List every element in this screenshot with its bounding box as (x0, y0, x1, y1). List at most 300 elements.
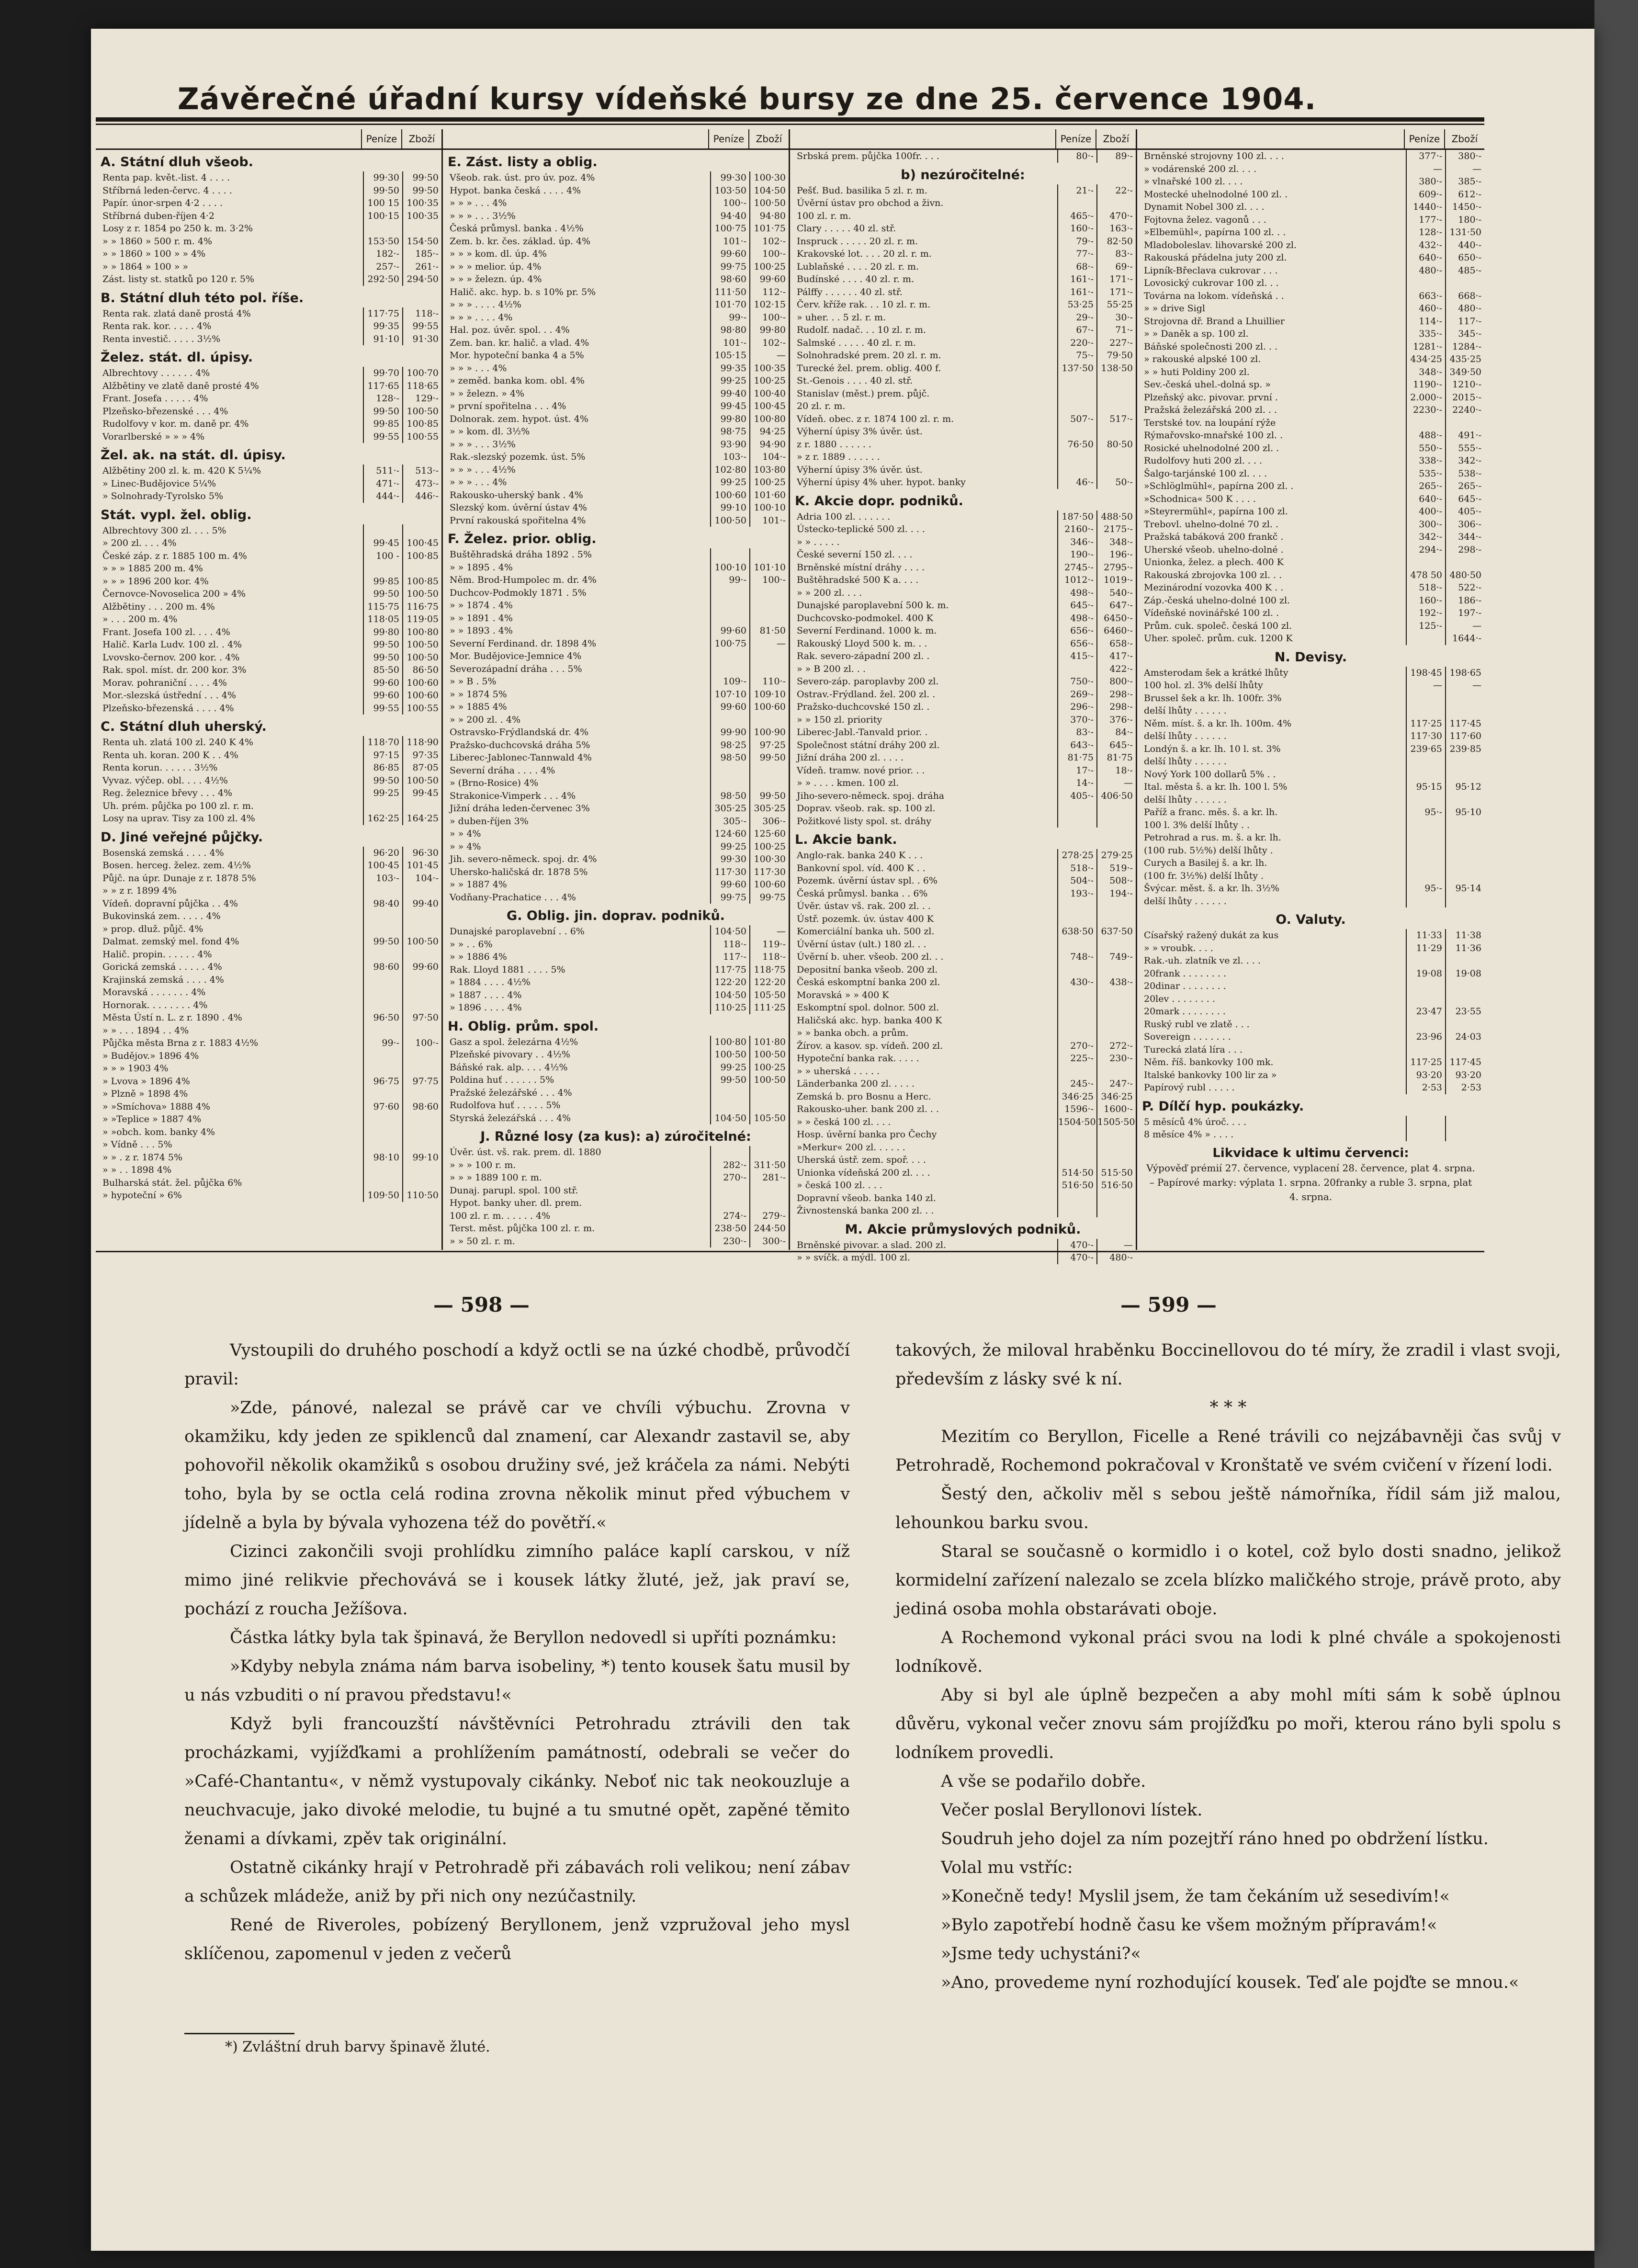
rate-name: Halič. propin. . . . . . 4% (102, 949, 212, 960)
rate-row (790, 925, 1136, 938)
rate-row (790, 637, 1136, 650)
rate-name: Anglo-rak. banka 240 K . . . (797, 850, 923, 861)
rate-buy (1057, 1027, 1096, 1040)
rate-row (96, 477, 441, 490)
rate-name: Továrna na lokom. vídeňská . . (1144, 290, 1284, 301)
rate-name: Doprav. všeob. rak. sp. 100 zl. (797, 803, 936, 814)
rate-name: Všeob. rak. úst. pro úv. poz. 4% (450, 172, 595, 183)
rate-row (790, 1154, 1136, 1167)
rate-row (443, 938, 789, 951)
rate-row (96, 1189, 441, 1202)
rate-row (790, 862, 1136, 875)
rate-buy: 296·- (1057, 701, 1096, 714)
column-header-sell: Zboží (1096, 129, 1136, 148)
section-title: H. Oblig. prům. spol. (448, 1019, 599, 1034)
rate-sell: 311·50 (749, 1159, 789, 1172)
rate-name: 20frank . . . . . . . . (1144, 968, 1227, 979)
rate-sell: 438·- (1096, 976, 1136, 989)
column-header (443, 129, 789, 150)
rate-buy (1057, 400, 1096, 413)
rate-row (1137, 1031, 1484, 1043)
rate-buy (1057, 374, 1096, 387)
rate-buy: 335·- (1406, 328, 1445, 340)
rate-buy: 370·- (1057, 714, 1096, 726)
rate-row (790, 764, 1136, 777)
rate-buy: 348·- (1406, 366, 1445, 379)
rate-buy (710, 599, 749, 612)
rate-name: Česká průmysl. banka . 4½% (450, 223, 584, 234)
rate-row (96, 638, 441, 651)
rate-row (443, 777, 789, 790)
rate-buy (363, 1177, 402, 1190)
section-title: P. Dílčí hyp. poukázky. (1142, 1099, 1304, 1114)
column-header-sell: Zboží (748, 129, 789, 148)
rate-buy: 115·75 (363, 601, 402, 613)
rate-sell: 100·50 (402, 405, 441, 418)
rate-sell: 109·10 (749, 688, 789, 701)
rate-buy: 153·50 (363, 235, 402, 248)
rate-name: Ruský rubl ve zlatě . . . (1144, 1019, 1250, 1030)
section-title: E. Zást. listy a oblig. (448, 155, 598, 170)
rate-name: » » 1885 4% (450, 702, 507, 712)
rate-row (1137, 1128, 1484, 1141)
rate-buy: 430·- (1057, 976, 1096, 989)
rate-row (1137, 188, 1484, 201)
rate-sell: 480·- (1445, 302, 1484, 315)
rate-name: (100 rub. 5½%) delší lhůty . (1144, 845, 1273, 856)
rate-row (1137, 781, 1484, 794)
rate-buy: 98·50 (710, 790, 749, 803)
rate-buy: 99·60 (710, 701, 749, 714)
rate-sell: 100·10 (749, 501, 789, 514)
rate-name: » » z r. 1899 4% (102, 885, 177, 896)
rate-buy (1406, 870, 1445, 883)
rate-row (1137, 1005, 1484, 1018)
rate-sell (1096, 1065, 1136, 1078)
rate-sell: 637·50 (1096, 925, 1136, 938)
rate-name: » » 1860 » 100 » » 4% (102, 249, 206, 259)
rate-name: Uhersko-haličská dr. 1878 5% (450, 866, 588, 877)
rate-row (96, 537, 441, 550)
rate-sell: 101·60 (749, 489, 789, 502)
paragraph: Ostatně cikánky hrají v Petrohradě při zábavách roli velikou; není zábav a schůzek mládeže, aniž by při nich ony nezúčastnily. (184, 1858, 850, 1906)
rate-name: Ostravsko-Frýdlandská dr. 4% (450, 727, 589, 737)
rate-name: Losy na uprav. Tisy za 100 zl. 4% (102, 813, 255, 824)
rate-buy (1406, 844, 1445, 857)
rate-row (96, 847, 441, 860)
rate-name: » »Teplice » 1887 4% (102, 1114, 202, 1124)
rate-sell: 11·36 (1445, 942, 1484, 955)
rate-sell: 480·50 (1445, 569, 1484, 582)
rate-name: Sovereign . . . . . . . (1144, 1032, 1231, 1042)
rate-buy: 193·- (1057, 887, 1096, 900)
rate-name: Uher. společ. prům. cuk. 1200 K (1144, 633, 1293, 644)
rate-name: Rak.-slezský pozemk. úst. 5% (450, 452, 586, 462)
rate-name: Rak. severo-západní 200 zl. . (797, 651, 930, 661)
rate-row (1137, 831, 1484, 844)
rate-row (790, 1027, 1136, 1040)
rate-name: Rosické uhelnodolné 200 zl. . (1144, 442, 1279, 454)
rate-name: » » » kom. dl. úp. 4% (450, 249, 547, 259)
rate-name: Zást. listy st. statků po 120 r. 5% (102, 274, 255, 284)
settlement-note-line: Výpověď prémií 27. července, vyplacení 28. července, plat 4. srpna. (1146, 1162, 1475, 1174)
rate-buy: 245·- (1057, 1077, 1096, 1090)
rate-buy: 1281·- (1406, 340, 1445, 353)
rate-row (443, 878, 789, 891)
rate-row (1137, 692, 1484, 705)
rate-row (1137, 226, 1484, 239)
rate-row (1137, 743, 1484, 756)
rate-row (1137, 366, 1484, 379)
rate-sell (1096, 938, 1136, 951)
rate-name: Lublaňské . . . . 20 zl. r. m. (797, 261, 919, 272)
rate-sell: 94·25 (749, 425, 789, 438)
rate-sell: 239·85 (1445, 743, 1484, 756)
rate-buy (710, 612, 749, 625)
rate-buy: 79·- (1057, 235, 1096, 248)
rate-buy: 160·- (1057, 222, 1096, 235)
rate-buy: 498·- (1057, 587, 1096, 600)
title-rule-thin (96, 124, 1484, 125)
rate-row (96, 222, 441, 235)
rate-sell (1445, 277, 1484, 290)
rate-row (443, 1159, 789, 1172)
rate-name: St.-Genois . . . . 40 zl. stř. (797, 375, 913, 386)
rate-name: Nový York 100 dollarů 5% . . (1144, 769, 1276, 780)
rate-name: Londýn š. a kr. lh. 10 l. st. 3% (1144, 743, 1281, 754)
rate-buy: 105·15 (710, 349, 749, 362)
rate-buy: 415·- (1057, 650, 1096, 663)
rate-name: » » » . . . . 4½% (450, 299, 521, 310)
rate-buy (363, 800, 402, 813)
section-title: C. Státní dluh uherský. (101, 719, 267, 734)
rate-buy (363, 885, 402, 897)
rate-name: Plzeňský akc. pivovar. první . (1144, 392, 1278, 403)
rate-buy: 99·85 (363, 575, 402, 588)
rate-row (443, 1235, 789, 1248)
rate-name: Italské bankovky 100 lir za » (1144, 1069, 1277, 1080)
rate-name: Zem. ban. kr. halič. a vlad. 4% (450, 337, 589, 348)
rate-sell: 118·75 (749, 964, 789, 976)
rate-buy: 346·- (1057, 536, 1096, 549)
column-header-sell: Zboží (401, 129, 441, 148)
section-title: Stát. vypl. žel. oblig. (101, 507, 252, 522)
rate-row (443, 1048, 789, 1061)
rate-sell: 101·10 (749, 561, 789, 574)
rate-row (1137, 404, 1484, 417)
rate-row (1137, 239, 1484, 252)
rate-name: » » B . 5% (450, 676, 497, 687)
rate-sell: 86·50 (402, 664, 441, 677)
rate-name: Dalmat. zemský mel. fond 4% (102, 936, 239, 947)
rate-buy (1057, 989, 1096, 1002)
rate-sell: 125·60 (749, 828, 789, 840)
rate-name: Gorická zemská . . . . . 4% (102, 962, 222, 972)
rate-buy (363, 999, 402, 1012)
rate-name: Uherská ústř. zem. spoř. . . . (797, 1155, 926, 1165)
rate-sell: 446·- (402, 490, 441, 503)
rate-buy (1406, 692, 1445, 705)
rate-buy (363, 974, 402, 987)
rate-name: Hypot. banky uher. dl. prem. (450, 1198, 582, 1208)
rate-sell: 2240·- (1445, 404, 1484, 417)
rate-row (443, 675, 789, 688)
rate-buy: 161·- (1057, 273, 1096, 286)
rate-name: Poldina huť . . . . . . 5% (450, 1075, 554, 1085)
rate-name: » » 4% (450, 841, 481, 852)
rate-row (443, 1112, 789, 1125)
rate-name: » » 1860 » 500 r. m. 4% (102, 236, 213, 247)
rate-name: » hypoteční » 6% (102, 1190, 182, 1201)
rate-buy (363, 1062, 402, 1075)
rate-name: Česká eskomptní banka 200 zl. (797, 977, 940, 987)
rate-sell (402, 885, 441, 897)
rate-buy: 99·90 (710, 726, 749, 739)
rate-name: Rakouský Lloyd 500 k. m. . . (797, 638, 927, 649)
rate-row (96, 1024, 441, 1037)
rate-name: Císařský ražený dukát za kus (1144, 930, 1279, 941)
rate-sell: 422·- (1096, 663, 1136, 676)
rate-buy: 117·75 (710, 964, 749, 976)
rate-sell: 555·- (1445, 442, 1484, 455)
rate-row (96, 974, 441, 987)
rate-name: » » svíčk. a mýdl. 100 zl. (797, 1252, 910, 1263)
rate-sell: 99·55 (402, 320, 441, 333)
rate-buy: 67·- (1057, 324, 1096, 337)
paragraph: »Bylo zapotřebí hodně času ke všem možným přípravám!« (941, 1916, 1437, 1935)
rate-name: Rudolfova huť . . . . . 5% (450, 1100, 561, 1111)
rate-row (790, 612, 1136, 625)
rate-sell: 300·- (749, 1235, 789, 1248)
rates-column-1 (96, 129, 443, 1250)
rate-row (96, 320, 441, 333)
rate-buy (1057, 1001, 1096, 1014)
rate-row (790, 438, 1136, 451)
rate-row (790, 451, 1136, 464)
rate-sell: 171·- (1096, 273, 1136, 286)
rate-buy (363, 1088, 402, 1100)
rate-row (790, 1040, 1136, 1053)
rate-buy: 99·60 (710, 624, 749, 637)
rate-sell: 101·80 (749, 1036, 789, 1049)
rate-buy: 95·- (1406, 806, 1445, 819)
rate-buy: 99·25 (710, 374, 749, 387)
rate-row (1137, 454, 1484, 467)
section-title: b) nezúročitelné: (901, 167, 1025, 182)
rate-sell (749, 1197, 789, 1210)
rate-name: » »Smíchova» 1888 4% (102, 1101, 210, 1112)
rate-row (443, 438, 789, 451)
rate-sell (402, 1138, 441, 1151)
rate-row (443, 413, 789, 426)
rate-name: Duchcov-Podmokly 1871 . 5% (450, 587, 587, 598)
story-text-right (895, 1336, 1561, 1997)
rate-buy: 97·60 (363, 1100, 402, 1113)
rate-buy: 99·30 (710, 853, 749, 866)
rate-buy: 11·29 (1406, 942, 1445, 955)
rate-row (96, 787, 441, 800)
rate-row (96, 197, 441, 210)
rate-row (96, 431, 441, 443)
rate-row (790, 561, 1136, 574)
rate-sell: 100·- (749, 311, 789, 324)
rate-row (96, 465, 441, 477)
paragraph: Staral se současně o kormidlo i o kotel, což bylo dosti snadno, jelikož kormidelní zařízení nalezalo se zcela blízko maličkého stroje, právě proto, aby jediná osoba mohla obstarávati oboje. (895, 1542, 1561, 1619)
rate-buy: 161·- (1057, 286, 1096, 299)
section-title: K. Akcie dopr. podniků. (795, 493, 963, 509)
rate-sell (1096, 802, 1136, 815)
rate-row (443, 891, 789, 904)
rate-buy (710, 663, 749, 676)
rate-sell (1096, 913, 1136, 926)
rate-name: Báňské společnosti 200 zl. . . (1144, 341, 1278, 352)
column-header-buy: Peníze (361, 129, 401, 148)
rate-sell (1445, 980, 1484, 993)
rate-sell (1096, 400, 1136, 413)
rate-buy (710, 1184, 749, 1197)
rate-name: Ital. města š. a kr. lh. 100 l. 5% (1144, 782, 1288, 792)
rate-buy: 488·- (1406, 429, 1445, 442)
rate-row (1137, 768, 1484, 781)
rate-row (790, 751, 1136, 764)
section-title: O. Valuty. (1276, 912, 1346, 927)
rate-name: Sev.-česká uhel.-dolná sp. » (1144, 379, 1271, 390)
rate-row (443, 1146, 789, 1159)
rate-buy: 470·- (1057, 1251, 1096, 1264)
rate-name: Strojovna dř. Brand a Lhuillier (1144, 316, 1285, 327)
rate-buy (1057, 197, 1096, 210)
rate-name: Jiho-severo-německ. spoj. dráha (797, 790, 945, 801)
rate-buy: 100·50 (710, 1048, 749, 1061)
rate-name: Záp.-česká uhelno-dolné 100 zl. (1144, 595, 1290, 606)
rate-name: Bosenská zemská . . . . 4% (102, 847, 224, 858)
rate-row (96, 986, 441, 999)
rate-row (790, 1128, 1136, 1141)
rate-sell: 306·- (749, 815, 789, 828)
rate-row (790, 714, 1136, 726)
rate-row (790, 802, 1136, 815)
title-rule-thick (96, 117, 1484, 122)
column-header-buy: Peníze (708, 129, 748, 148)
rates-column-4 (1137, 129, 1484, 1250)
rate-sell (1445, 1116, 1484, 1129)
rate-name: Báňské rak. alp. . . . 4½% (450, 1062, 568, 1073)
rate-sell: 645·- (1445, 493, 1484, 506)
rate-buy: 124·60 (710, 828, 749, 840)
rate-buy: 638·50 (1057, 925, 1096, 938)
rate-sell (1445, 895, 1484, 908)
rate-name: Pražská železářská 200 zl. . . (1144, 405, 1277, 415)
rate-buy: 99·50 (363, 638, 402, 651)
rate-sell: 103·80 (749, 464, 789, 476)
rate-name: Rak. Lloyd 1881 . . . . 5% (450, 964, 565, 975)
rate-sell: — (749, 637, 789, 650)
rate-name: » » 1895 . 4% (450, 562, 513, 573)
rate-row (443, 1001, 789, 1014)
rate-buy: 99·25 (710, 840, 749, 853)
rate-row (790, 387, 1136, 400)
rate-name: Inspruck . . . . . 20 zl. r. m. (797, 236, 918, 247)
rate-buy: 101·- (710, 337, 749, 350)
rate-row (96, 307, 441, 320)
rate-buy: 96·50 (363, 1011, 402, 1024)
rate-row (1137, 518, 1484, 531)
rate-row (96, 961, 441, 974)
rate-name: » Lvova » 1896 4% (102, 1076, 190, 1087)
rate-sell: — (1445, 679, 1484, 692)
rate-name: 20 zl. r. m. (797, 401, 846, 411)
rate-row (443, 501, 789, 514)
rate-sell: 488·50 (1096, 510, 1136, 523)
rate-name: Mezinárodní vozovka 400 K . . (1144, 582, 1284, 593)
rate-row (96, 935, 441, 948)
rate-buy: 177·- (1406, 214, 1445, 227)
rate-name: »Schlöglmühl«, papírna 200 zl. . (1144, 481, 1294, 491)
rate-row (443, 286, 789, 299)
rate-buy (1057, 1192, 1096, 1205)
rate-row (96, 405, 441, 418)
rate-buy (1057, 464, 1096, 476)
rate-name: Dopravní všeob. banka 140 zl. (797, 1192, 936, 1203)
rate-row (1137, 1069, 1484, 1082)
page-number-right: — 599 — (1120, 1293, 1217, 1316)
rate-buy (363, 1050, 402, 1063)
rate-name: Brussel šek a kr. lh. 100fr. 3% (1144, 692, 1282, 703)
rate-name: Rakousko-uherský bank . 4% (450, 489, 583, 500)
rate-sell: 519·- (1096, 862, 1136, 875)
rate-name: »Steyrermühl«, papírna 100 zl. (1144, 506, 1288, 517)
rate-sell: 306·- (1445, 518, 1484, 531)
rate-sell: 668·- (1445, 290, 1484, 303)
rate-row (443, 976, 789, 989)
rate-sell: 117·45 (1445, 1056, 1484, 1069)
rate-row (443, 840, 789, 853)
rate-name: Červ. kříže rak. . . 10 zl. r. m. (797, 299, 931, 310)
rate-sell: 100·85 (402, 550, 441, 563)
rate-name: Plzeňsko-březenské . . . 4% (102, 406, 228, 417)
rate-sell: 23·55 (1445, 1005, 1484, 1018)
rate-row (790, 1141, 1136, 1154)
rate-row (443, 989, 789, 1002)
rate-sell: 376·- (1096, 714, 1136, 726)
rate-name: » » 1893 . 4% (450, 625, 513, 636)
rate-buy: 346·25 (1057, 1090, 1096, 1103)
rate-buy (710, 587, 749, 600)
rate-sell: 491·- (1445, 429, 1484, 442)
rate-row (790, 1204, 1136, 1217)
section-separator: * * * (1209, 1398, 1247, 1418)
rate-buy (1406, 704, 1445, 717)
rate-name: Mor.-slezská ústřední . . . 4% (102, 690, 236, 701)
rate-buy: 122·20 (710, 976, 749, 989)
rate-name: Úvěrní ústav (ult.) 180 zl. . . (797, 939, 926, 950)
rate-sell (1096, 1204, 1136, 1217)
rate-sell: 104·- (402, 872, 441, 885)
rate-name: » duben-říjen 3% (450, 816, 529, 827)
footnote-rule (184, 2033, 294, 2034)
rate-sell: 348·- (1096, 536, 1136, 549)
rate-buy: 101·70 (710, 298, 749, 311)
rate-buy: 663·- (1406, 290, 1445, 303)
rate-name: Uh. prém. půjčka po 100 zl. r. m. (102, 800, 254, 811)
rate-sell (402, 562, 441, 575)
rate-sell: 99·50 (402, 171, 441, 184)
rate-row (443, 1036, 789, 1049)
rate-name: Mladoboleslav. lihovarské 200 zl. (1144, 239, 1297, 250)
rate-buy: — (1406, 679, 1445, 692)
rate-name: Černovce-Novoselica 200 » 4% (102, 589, 246, 599)
rate-name: Zemská b. pro Bosnu a Herc. (797, 1091, 931, 1102)
